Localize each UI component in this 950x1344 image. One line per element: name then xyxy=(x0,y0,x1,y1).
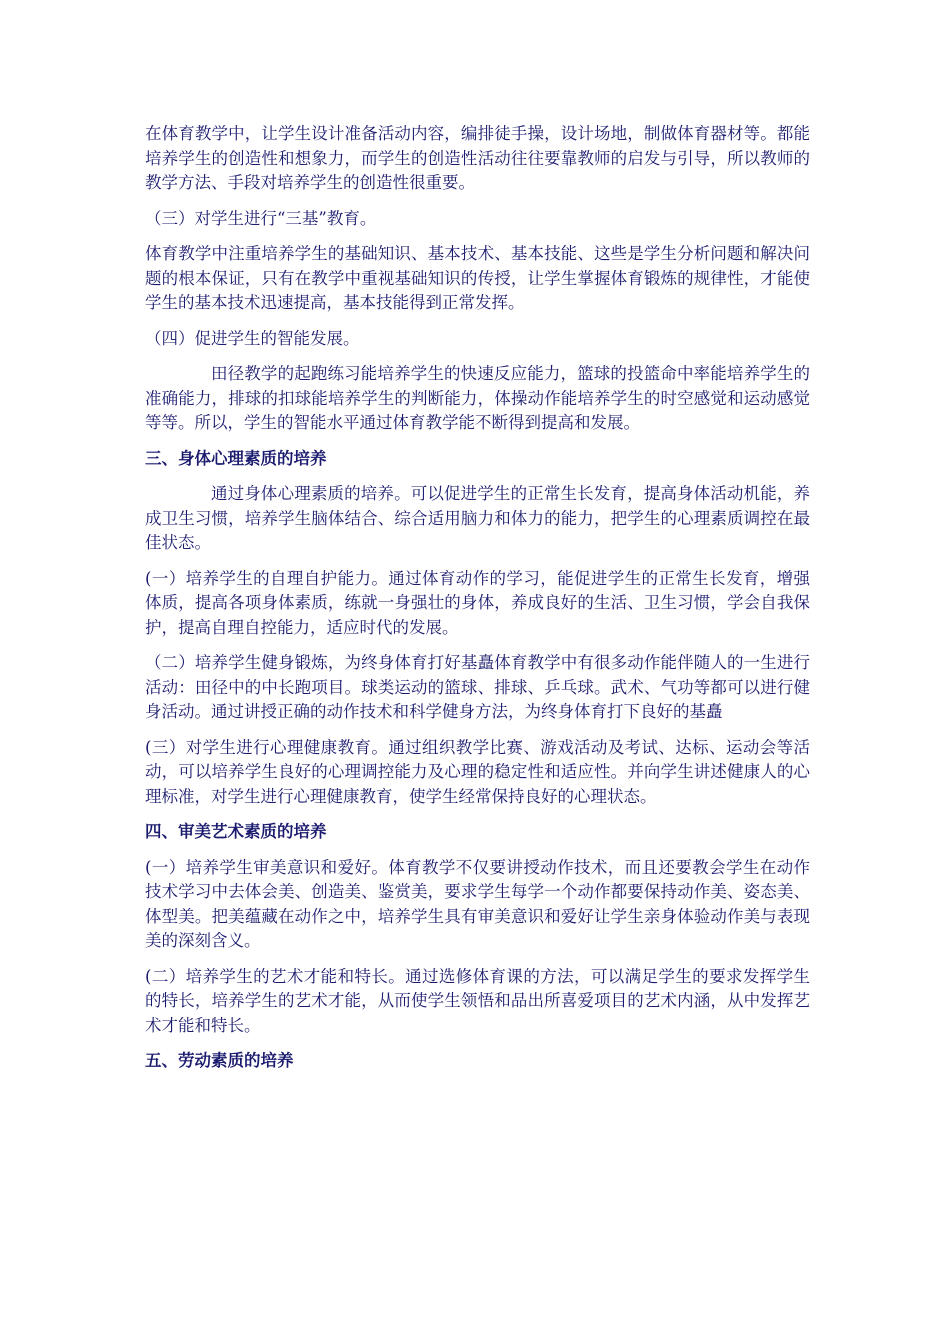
subheading-intelligence: （四）促进学生的智能发展。 xyxy=(145,328,360,348)
paragraph-self-care: (一）培养学生的自理自护能力。通过体育动作的学习，能促进学生的正常生长发育，增强体质，提高各项身体素质，练就一身强壮的身体，养成良好的生活、卫生习惯，学会自我保护，提高自理自控能力，适应时代的发展。 xyxy=(145,568,810,637)
section-heading-labor: 五、劳动素质的培养 xyxy=(145,1051,294,1070)
paragraph-three-basics: 体育教学中注重培养学生的基础知识、基本技术、基本技能、这些是学生分析问题和解决问题的根本保证，只有在教学中重视基础知识的传授，让学生掌握体育锻炼的规律性，才能使学生的基本技术迅速提高，基本技能得到正常发挥。 xyxy=(145,244,810,312)
subheading-three-basics: （三）对学生进行“三基”教育。 xyxy=(145,208,377,228)
paragraph-intelligence: 田径教学的起跑练习能培养学生的快速反应能力，篮球的投篮命中率能培养学生的准确能力，排球的扣球能培养学生的判断能力，体操动作能培养学生的时空感觉和运动感觉等等。所以，学生的智能水平通过体育教学能不断得到提高和发展。 xyxy=(145,364,810,432)
paragraph-physical-mental-intro: 通过身体心理素质的培养。可以促进学生的正常生长发育，提高身体活动机能，养成卫生习惯，培养学生脑体结合、综合适用脑力和体力的能力，把学生的心理素质调控在最佳状态。 xyxy=(145,484,810,552)
paragraph-aesthetic-awareness: (一）培养学生审美意识和爱好。体育教学不仅要讲授动作技术，而且还要教会学生在动作技术学习中去体会美、创造美、鉴赏美，要求学生每学一个动作都要保持动作美、姿态美、体型美。把美蕴藏在动作之中，培养学生具有审美意识和爱好让学生亲身体验动作美与表现美的深刻含义。 xyxy=(145,857,810,950)
paragraph-artistic-talent: (二）培养学生的艺术才能和特长。通过选修体育课的方法，可以满足学生的要求发挥学生的特长，培养学生的艺术才能，从而使学生领悟和品出所喜爱项目的艺术内涵，从中发挥艺术才能和特长。 xyxy=(145,966,810,1035)
paragraph-creativity-cont: 在体育教学中，让学生设计准备活动内容，编排徒手操，设计场地，制做体育器材等。都能培养学生的创造性和想象力，而学生的创造性活动往往要靠教师的启发与引导，所以教师的教学方法、手段对培养学生的创造性很重要。 xyxy=(145,124,810,192)
paragraph-fitness: （二）培养学生健身锻炼，为终身体育打好基矗体育教学中有很多动作能伴随人的一生进行活动：田径中的中长跑项目。球类运动的篮球、排球、乒乓球。武术、气功等都可以进行健身活动。通过讲授正确的动作技术和科学健身方法，为终身体育打下良好的基矗 xyxy=(145,653,810,721)
paragraph-mental-health: (三）对学生进行心理健康教育。通过组织教学比赛、游戏活动及考试、达标、运动会等活动，可以培养学生良好的心理调控能力及心理的稳定性和适应性。并向学生讲述健康人的心理标准，对学生进行心理健康教育，使学生经常保持良好的心理状态。 xyxy=(145,737,810,806)
section-heading-physical-mental: 三、身体心理素质的培养 xyxy=(145,448,327,468)
section-heading-aesthetic: 四、审美艺术素质的培养 xyxy=(145,822,327,841)
